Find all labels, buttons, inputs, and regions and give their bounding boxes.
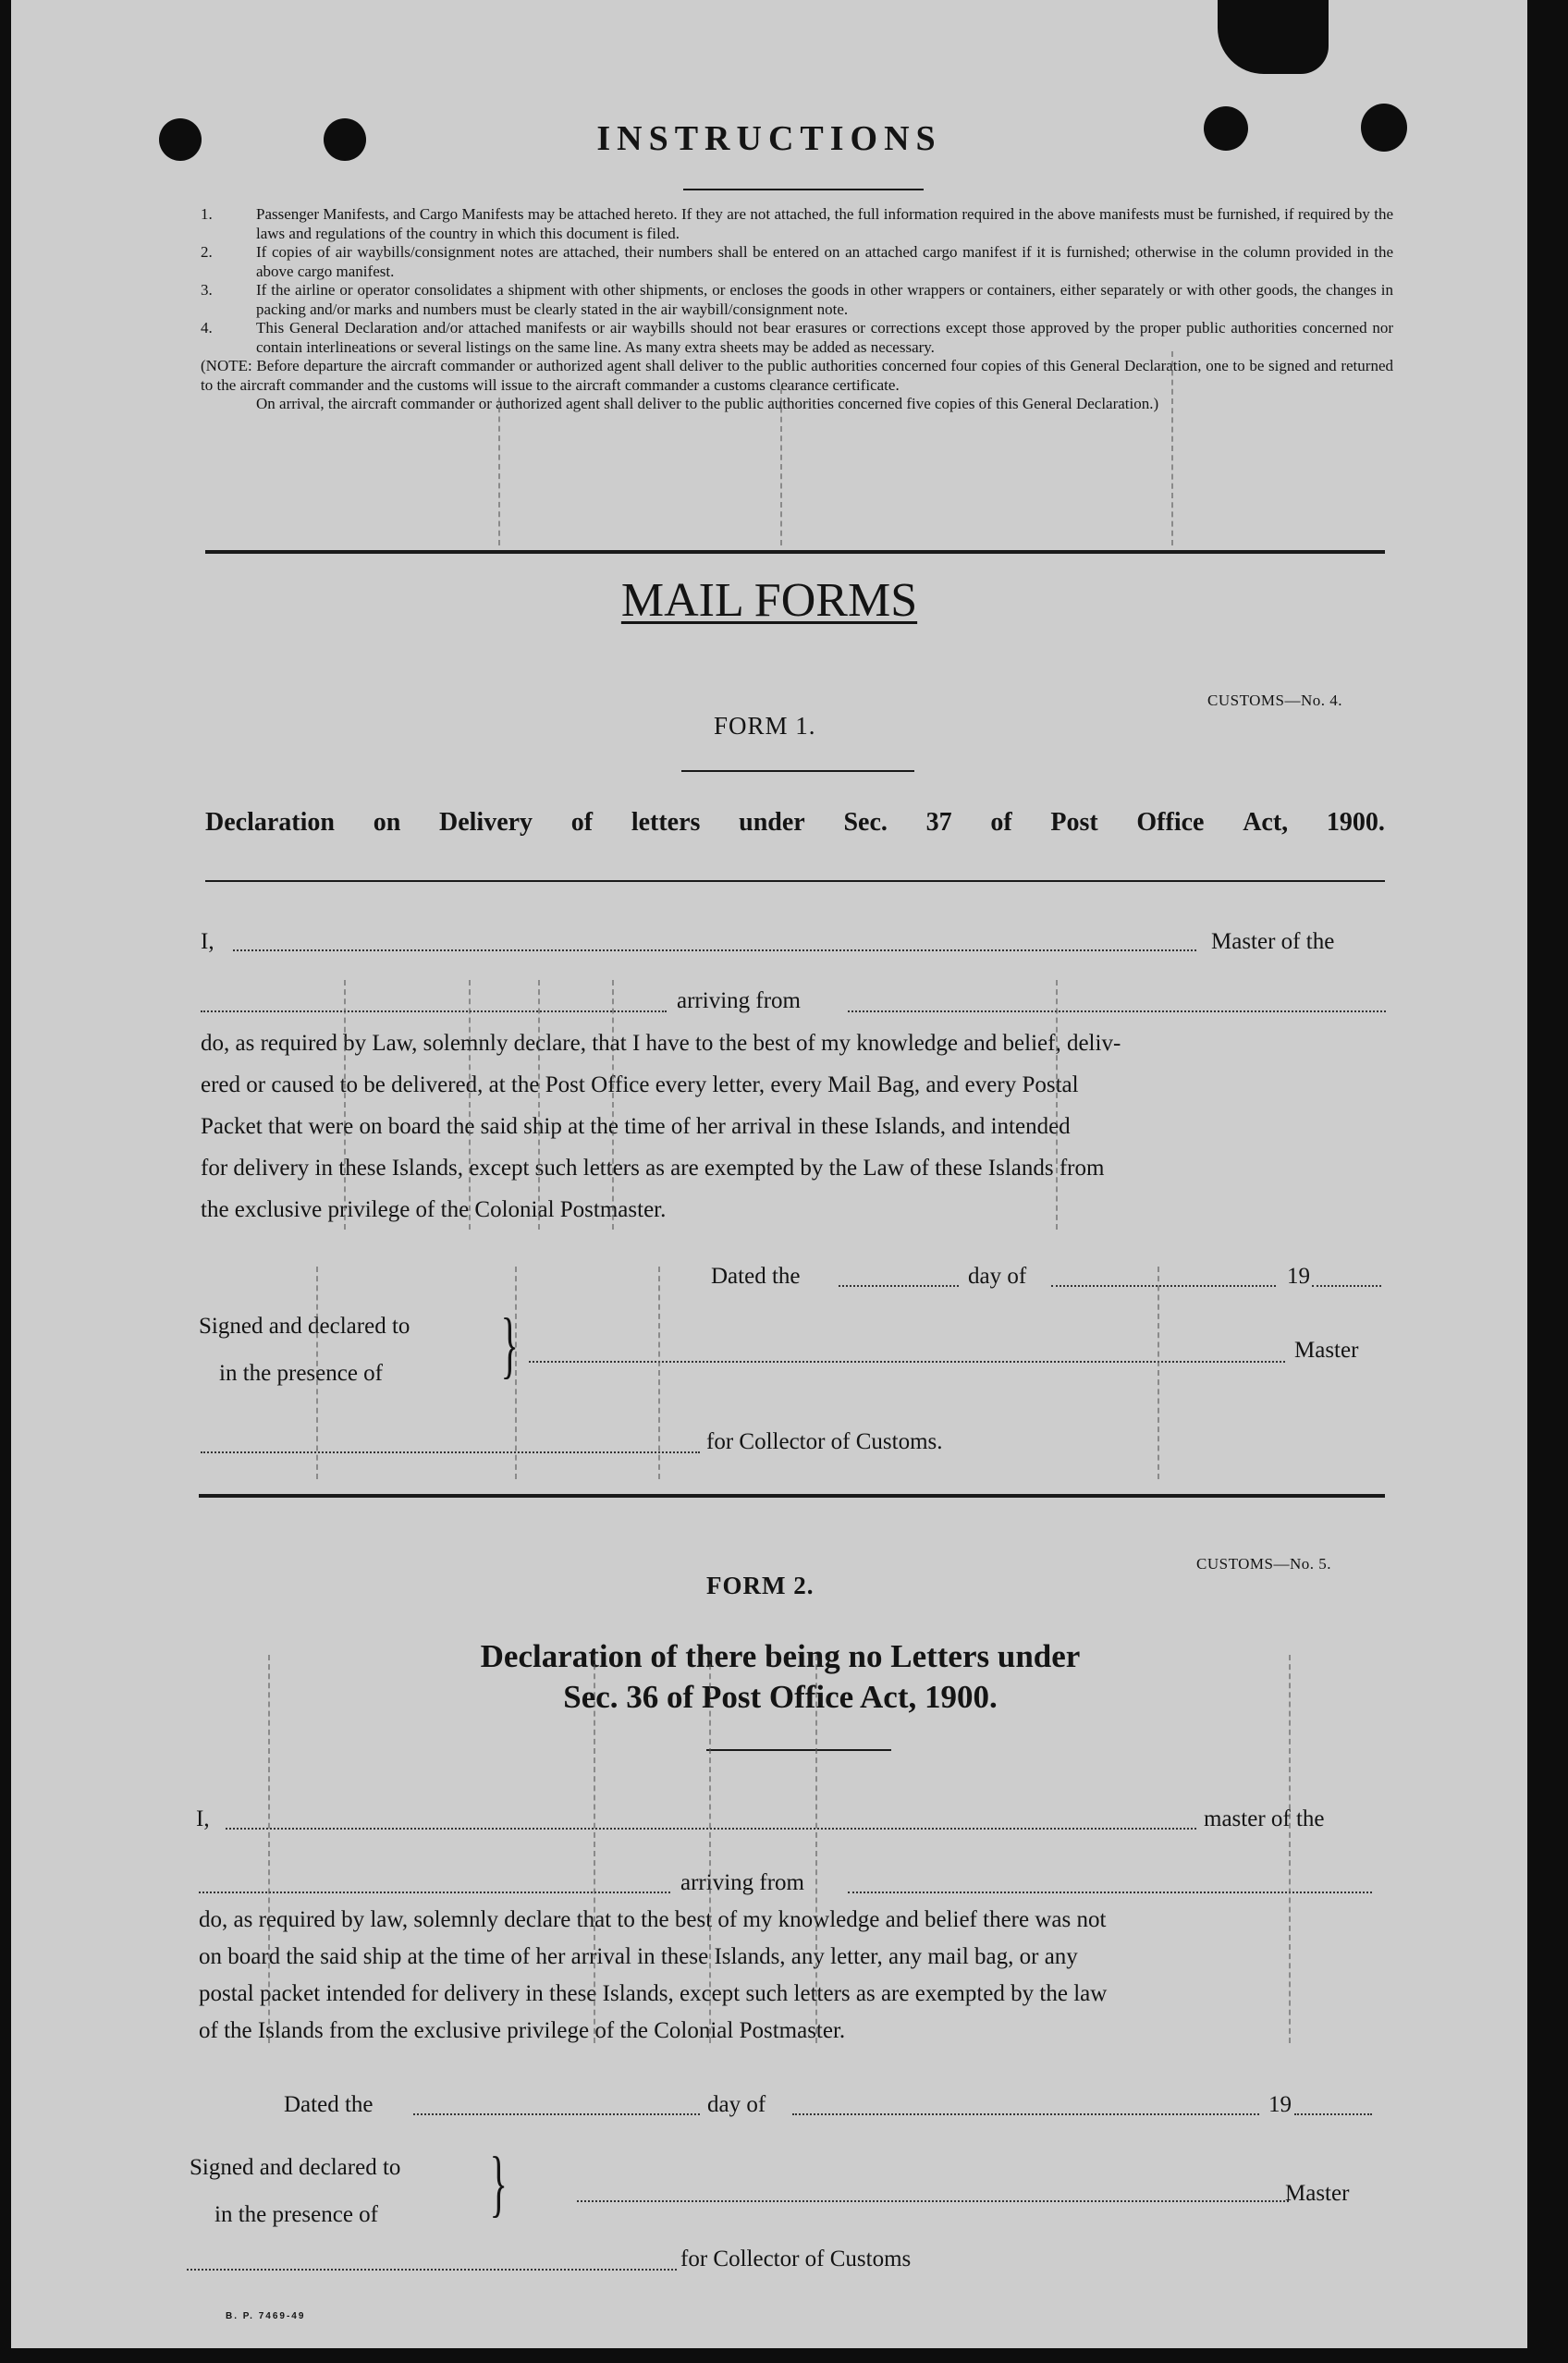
form2-i-label: I, — [196, 1806, 210, 1831]
brace-icon: } — [489, 2143, 508, 2224]
form1-dated-the: Dated the — [711, 1264, 801, 1289]
form2-heading-line: Sec. 36 of Post Office Act, 1900. — [563, 1679, 998, 1715]
form2-body-line: postal packet intended for delivery in these Islands, except such letters as are exempted by the law — [199, 1981, 1108, 2006]
form-divider — [199, 1494, 1385, 1498]
form1-master-signature-field[interactable] — [529, 1361, 1285, 1363]
form2-arriving-from-field[interactable] — [848, 1892, 1372, 1893]
footer-print-code: B. P. 7469-49 — [226, 2311, 306, 2321]
section-divider — [205, 550, 1385, 554]
fold-mark — [815, 1655, 817, 2043]
master-name-field[interactable] — [233, 949, 1196, 951]
instruction-item: 1. Passenger Manifests, and Cargo Manifests may be attached hereto. If they are not attached, the full information required in the above manifests must be furnished, if required by the laws and regulations of the country in which this document is filed. — [201, 205, 1393, 242]
form1-body-line: the exclusive privilege of the Colonial Postmaster. — [201, 1197, 667, 1222]
form2-year-field[interactable] — [1294, 2113, 1372, 2115]
arriving-from-field[interactable] — [848, 1010, 1386, 1012]
fold-mark — [1171, 351, 1173, 545]
form1-date-field[interactable] — [839, 1285, 959, 1287]
form2-dated-the: Dated the — [284, 2092, 374, 2117]
form2-heading-line: Declaration of there being no Letters under — [480, 1638, 1081, 1674]
form1-i-label: I, — [201, 929, 214, 954]
instructions-title-underline — [683, 189, 924, 190]
form2-for-collector: for Collector of Customs — [680, 2247, 912, 2271]
fold-mark — [1158, 1267, 1159, 1479]
form2-heading-underline — [706, 1749, 891, 1751]
fold-mark — [268, 1655, 270, 2043]
form1-body-line: for delivery in these Islands, except such letters as are exempted by the Law of these Islands from — [201, 1156, 1105, 1181]
form2-heading — [11, 1636, 1550, 1718]
document-page — [11, 0, 1527, 2348]
fold-mark — [1056, 980, 1058, 1230]
form1-body-line: ered or caused to be delivered, at the Post Office every letter, every Mail Bag, and every Postal — [201, 1072, 1079, 1097]
form1-declaration-text — [201, 1022, 1393, 1230]
instruction-item: 2. If copies of air waybills/consignment notes are attached, their numbers shall be entered on an attached cargo manifest if it is furnished; otherwise in the column provided in the above cargo manifest. — [201, 243, 1393, 280]
fold-mark — [612, 980, 614, 1230]
instruction-item: 4. This General Declaration and/or attached manifests or air waybills should not bear erasures or corrections except those approved by the proper public authorities concerned nor contain interlineations or several listings on the same line. As many extra sheets may be added as necessary. — [201, 319, 1393, 356]
form1-witness-field[interactable] — [201, 1451, 700, 1453]
form2-master-label: Master — [1285, 2181, 1350, 2206]
form2-master-of-the: master of the — [1204, 1806, 1325, 1831]
fold-mark — [594, 1655, 595, 2043]
fold-mark — [344, 980, 346, 1230]
form2-body-line: of the Islands from the exclusive privilege of the Colonial Postmaster. — [199, 2018, 846, 2043]
form1-body-line: Packet that were on board the said ship at the time of her arrival in these Islands, and intended — [201, 1114, 1071, 1139]
form2-year-prefix: 19 — [1268, 2092, 1292, 2117]
fold-mark — [515, 1267, 517, 1479]
form2-title: FORM 2. — [706, 1572, 815, 1599]
form2-declaration-text — [199, 1902, 1391, 2050]
form1-signed-line2: in the presence of — [219, 1361, 384, 1386]
instructions-title: INSTRUCTIONS — [596, 119, 942, 158]
form1-month-field[interactable] — [1051, 1285, 1276, 1287]
torn-corner — [1218, 0, 1329, 74]
form2-master-name-field[interactable] — [226, 1828, 1196, 1830]
form1-day-of: day of — [968, 1264, 1027, 1289]
form2-date-field[interactable] — [413, 2113, 700, 2115]
form1-year-field[interactable] — [1312, 1285, 1381, 1287]
form2-witness-field[interactable] — [187, 2269, 677, 2271]
fold-mark — [538, 980, 540, 1230]
form1-body-line: do, as required by Law, solemnly declare, that I have to the best of my knowledge and belief, deliv- — [201, 1031, 1121, 1056]
fold-mark — [469, 980, 471, 1230]
fold-mark — [658, 1267, 660, 1479]
form2-body-line: on board the said ship at the time of her arrival in these Islands, any letter, any mail bag, or any — [199, 1944, 1078, 1969]
form2-day-of: day of — [707, 2092, 766, 2117]
fold-mark — [316, 1267, 318, 1479]
form1-customs-number: CUSTOMS—No. 4. — [1207, 692, 1343, 709]
form1-year-prefix: 19 — [1287, 1264, 1310, 1289]
instruction-item: 3. If the airline or operator consolidates a shipment with other shipments, or encloses the goods in other wrappers or containers, either separately or with other goods, the changes in packing and/or marks and numbers must be clearly stated in the air waybill/consignment note. — [201, 281, 1393, 318]
fold-mark — [780, 388, 782, 545]
ship-name-field[interactable] — [201, 1010, 667, 1012]
form1-signed-line1: Signed and declared to — [199, 1314, 410, 1339]
form1-master-of-the: Master of the — [1211, 929, 1335, 954]
fold-mark — [1289, 1655, 1291, 2043]
form2-arriving-from: arriving from — [680, 1870, 804, 1895]
form2-signed-line1: Signed and declared to — [190, 2155, 401, 2180]
brace-icon: } — [500, 1304, 519, 1386]
form1-title-underline — [681, 770, 914, 772]
form1-title: FORM 1. — [714, 712, 816, 740]
fold-mark — [498, 398, 500, 545]
form2-signed-line2: in the presence of — [214, 2202, 379, 2227]
instructions-note: (NOTE: Before departure the aircraft commander or authorized agent shall deliver to the public authorities concerned four copies of this General Declaration, one to be signed and returned to the aircraft commander and the customs will issue to the aircraft commander a customs clearance certificate. On arrival, the aircraft commander or authorized agent shall deliver to the public authorities concerned five copies of this General Declaration.) — [201, 357, 1393, 412]
form2-customs-number: CUSTOMS—No. 5. — [1196, 1555, 1332, 1573]
instructions-list — [201, 205, 1393, 414]
form1-heading-rule — [205, 880, 1385, 882]
form1-master-label: Master — [1294, 1338, 1359, 1363]
fold-mark — [709, 1655, 711, 2043]
form2-body-line: do, as required by law, solemnly declare that to the best of my knowledge and belief there was not — [199, 1907, 1107, 1932]
form1-for-collector: for Collector of Customs. — [706, 1429, 943, 1454]
form1-heading: Declaration on Delivery of letters under Sec. 37 of Post Office Act, 1900. — [205, 808, 1385, 837]
form2-master-signature-field[interactable] — [577, 2200, 1289, 2202]
mail-forms-title: MAIL FORMS — [620, 574, 918, 627]
form2-month-field[interactable] — [792, 2113, 1259, 2115]
form1-arriving-from: arriving from — [677, 988, 801, 1013]
